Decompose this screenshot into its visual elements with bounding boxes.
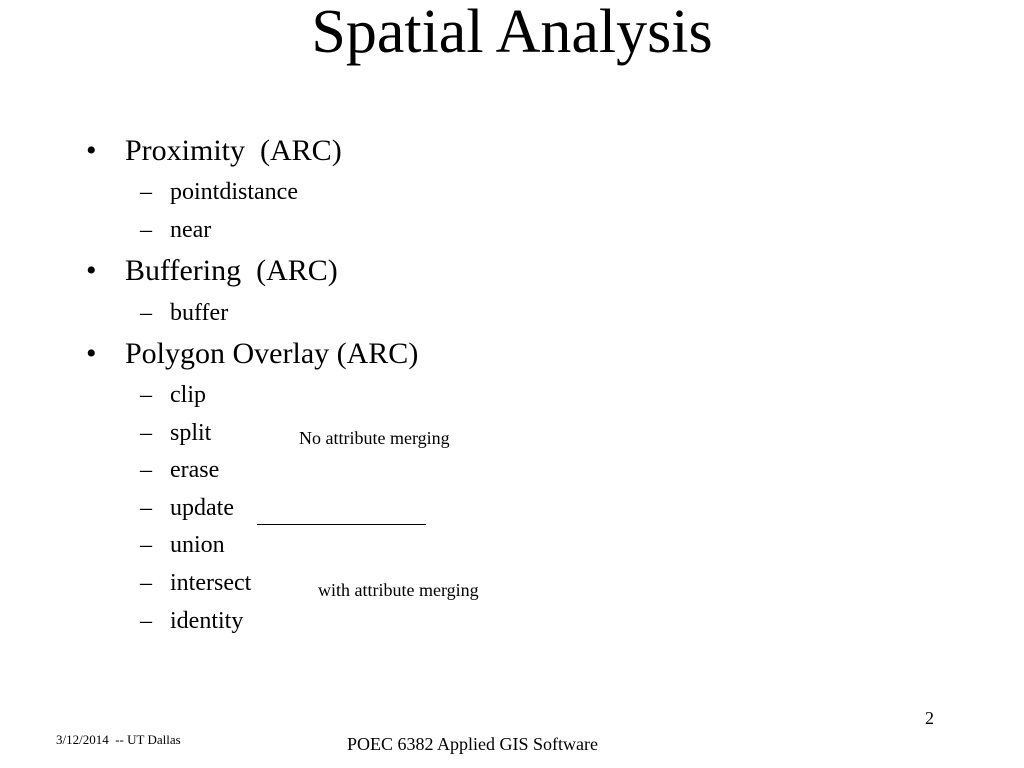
footer-course-title: POEC 6382 Applied GIS Software [347,734,598,754]
sub-item-label: near [170,217,212,243]
page-number: 2 [925,708,934,728]
sub-item-union [140,530,225,560]
bullet-label: Polygon Overlay (ARC) [125,337,419,370]
sub-item-label: intersect [170,570,252,596]
bullet-buffering [86,253,338,289]
sub-item-split [140,418,211,448]
note-no-attribute-merging: No attribute merging [299,428,450,448]
slide-title: Spatial Analysis [311,0,713,66]
sub-item-label: union [170,532,225,558]
sub-item-label: update [170,495,234,521]
sub-item-label: split [170,420,212,446]
bullet-icon: • [86,337,97,370]
dash-icon: – [140,217,152,243]
sub-item-label: erase [170,457,220,483]
overlay-divider-line [257,524,426,525]
sub-item-label: buffer [170,300,229,326]
sub-item-near [140,215,211,245]
dash-icon: – [140,179,152,205]
dash-icon: – [140,300,152,326]
dash-icon: – [140,608,152,634]
sub-item-erase [140,455,219,485]
bullet-icon: • [86,134,97,167]
sub-item-buffer [140,298,228,328]
dash-icon: – [140,382,152,408]
sub-item-update [140,493,234,523]
sub-item-label: pointdistance [170,179,298,205]
sub-item-intersect [140,568,251,598]
footer-date-source: 3/12/2014 -- UT Dallas [56,732,181,747]
note-with-attribute-merging: with attribute merging [318,580,479,600]
dash-icon: – [140,495,152,521]
sub-item-label: identity [170,608,244,634]
dash-icon: – [140,420,152,446]
sub-item-clip [140,380,206,410]
sub-item-pointdistance [140,177,298,207]
bullet-proximity [86,133,342,169]
dash-icon: – [140,532,152,558]
bullet-label: Buffering (ARC) [125,254,338,287]
sub-item-identity [140,606,243,636]
bullet-icon: • [86,254,97,287]
sub-item-label: clip [170,382,206,408]
bullet-polygon-overlay [86,336,418,372]
dash-icon: – [140,570,152,596]
dash-icon: – [140,457,152,483]
bullet-label: Proximity (ARC) [125,134,342,167]
